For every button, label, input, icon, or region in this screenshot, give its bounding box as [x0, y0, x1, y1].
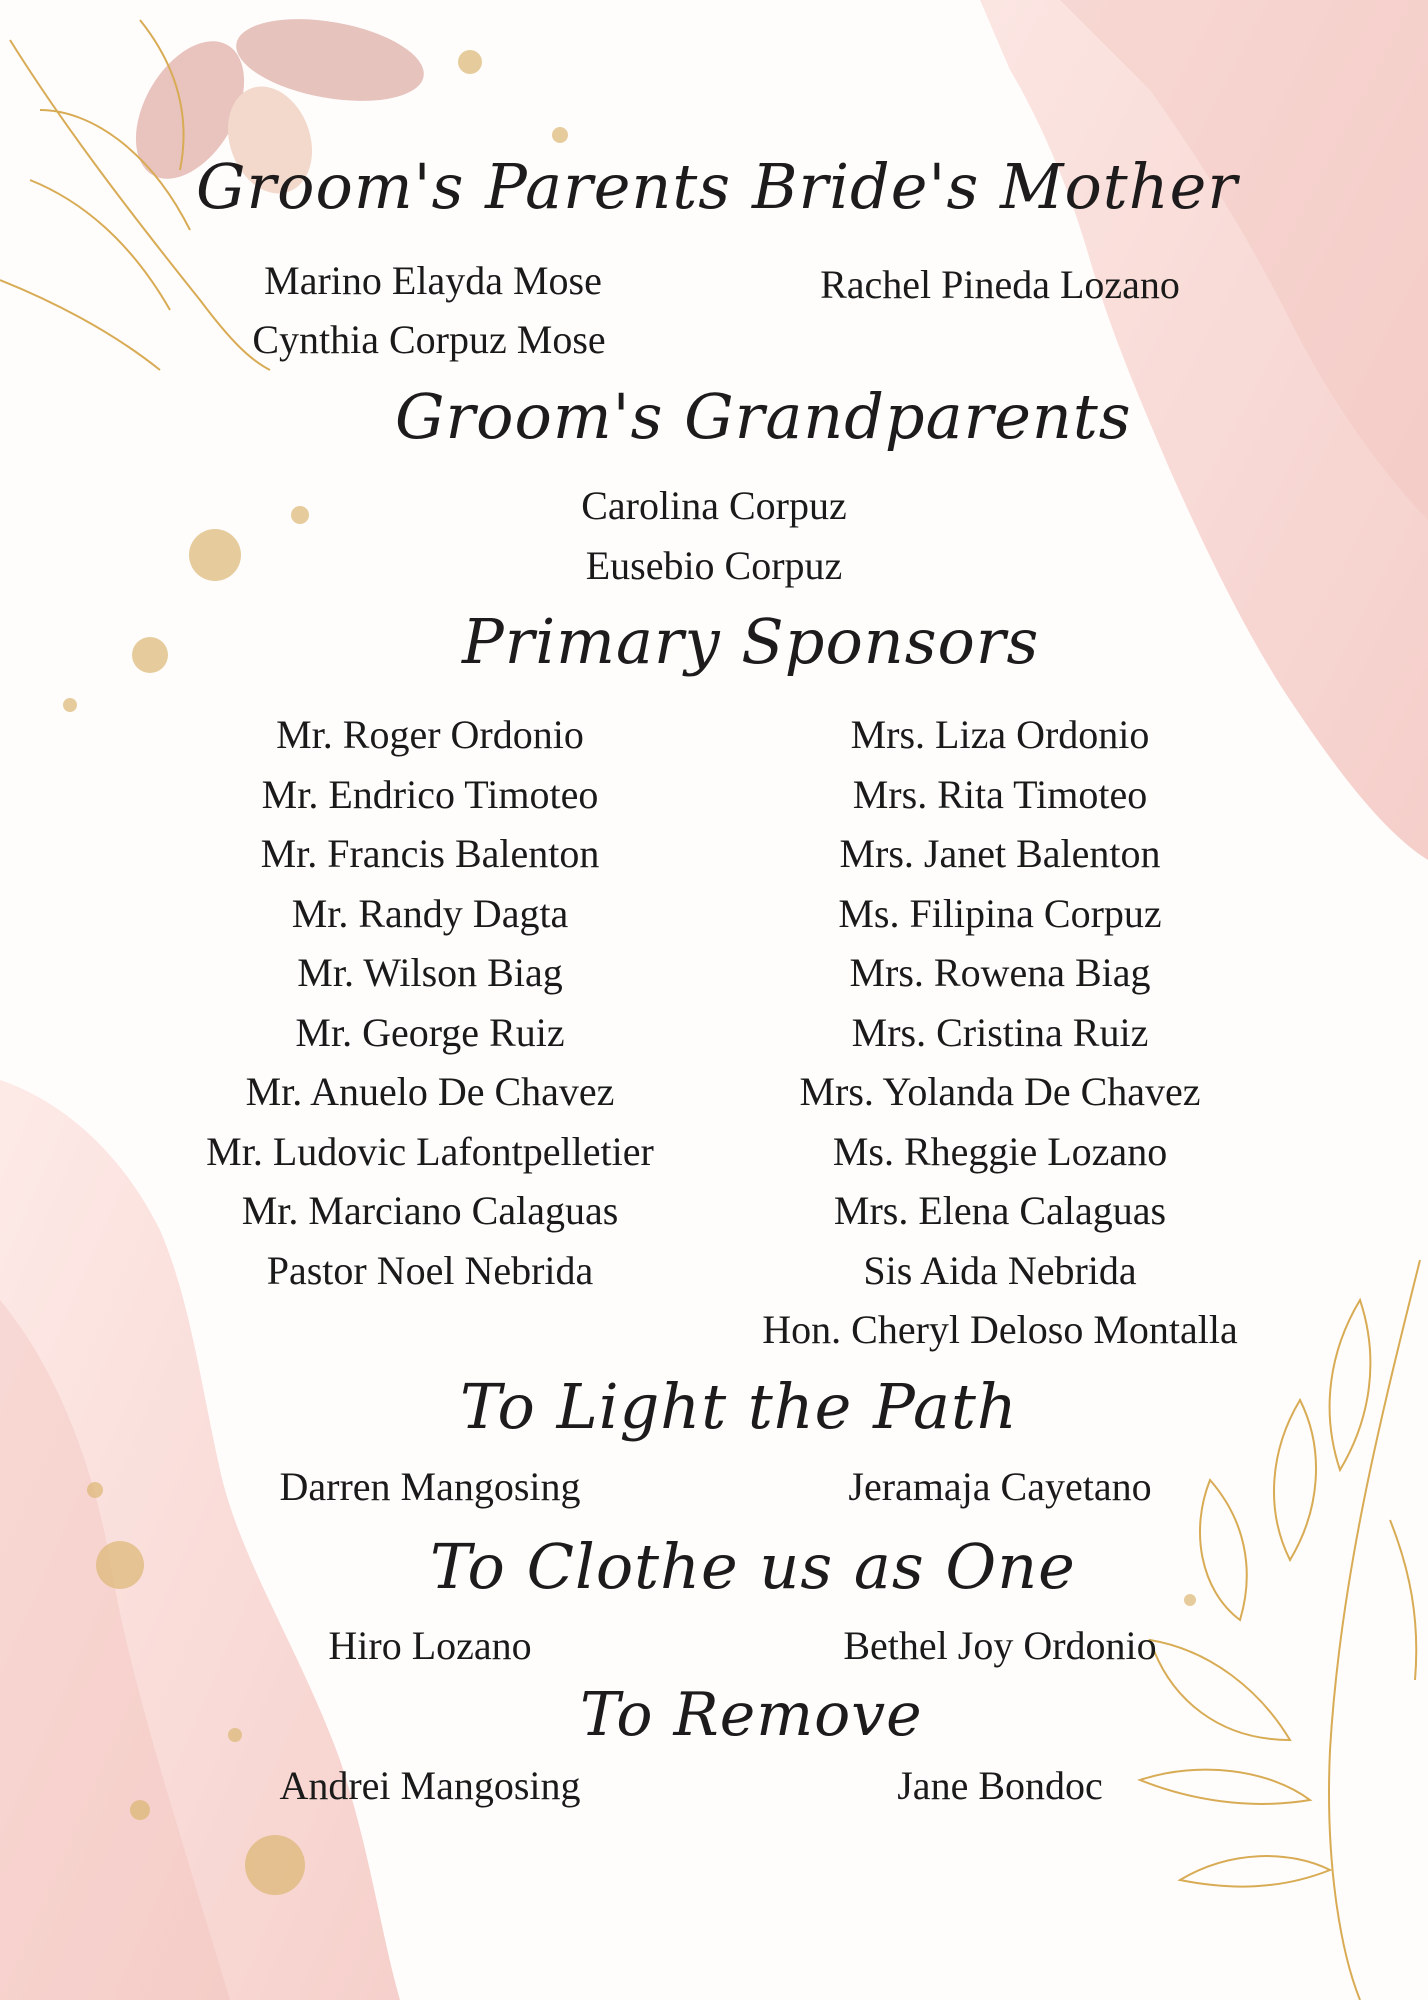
sponsor-name: Hon. Cheryl Deloso Montalla [762, 1307, 1238, 1352]
bride-mother-name: Rachel Pineda Lozano [820, 262, 1180, 307]
veil-sponsor-name: Jane Bondoc [897, 1763, 1103, 1808]
sponsor-name: Mrs. Janet Balenton [839, 831, 1161, 876]
veil-sponsor-name: Andrei Mangosing [279, 1763, 581, 1808]
sponsor-name: Mr. Roger Ordonio [276, 712, 584, 757]
heading-grooms-grandparents: Groom's Grandparents [395, 380, 1132, 453]
primary-sponsors-left-column [170, 705, 690, 1300]
groom-father-name: Marino Elayda Mose [264, 258, 602, 303]
grandparent-name: Eusebio Corpuz [585, 543, 843, 588]
primary-sponsors-right-column [720, 705, 1280, 1360]
heading-to-clothe-us-as-one: To Clothe us as One [430, 1530, 1076, 1603]
sponsor-name: Mr. Endrico Timoteo [261, 771, 599, 817]
grandparent-name: Carolina Corpuz [581, 483, 847, 528]
sponsor-name: Mrs. Yolanda De Chavez [799, 1069, 1201, 1114]
sponsor-name: Mr. Ludovic Lafontpelletier [206, 1128, 654, 1174]
sponsor-name: Mr. Wilson Biag [297, 950, 563, 995]
cord-sponsor-name: Bethel Joy Ordonio [843, 1623, 1157, 1668]
heading-grooms-parents: Groom's Parents [196, 150, 732, 223]
sponsor-name: Mrs. Elena Calaguas [833, 1188, 1167, 1233]
heading-to-light-the-path: To Light the Path [460, 1370, 1018, 1443]
sponsor-name: Mrs. Cristina Ruiz [851, 1009, 1149, 1055]
sponsor-name: Mrs. Rowena Biag [849, 950, 1151, 995]
sponsor-name: Mrs. Rita Timoteo [852, 771, 1148, 817]
sponsor-name: Pastor Noel Nebrida [266, 1247, 594, 1293]
sponsor-name: Mr. Francis Balenton [260, 831, 600, 876]
sponsor-name: Mr. George Ruiz [295, 1009, 565, 1055]
heading-primary-sponsors: Primary Sponsors [462, 605, 1040, 678]
candle-sponsor-name: Jeramaja Cayetano [848, 1464, 1152, 1509]
sponsor-name: Mrs. Liza Ordonio [850, 712, 1150, 757]
candle-sponsor-name: Darren Mangosing [279, 1464, 581, 1509]
heading-brides-mother: Bride's Mother [752, 150, 1238, 223]
sponsor-name: Mr. Marciano Calaguas [241, 1188, 619, 1233]
heading-to-remove: To Remove [580, 1680, 923, 1750]
sponsor-name: Sis Aida Nebrida [863, 1247, 1137, 1293]
sponsor-name: Mr. Anuelo De Chavez [245, 1069, 615, 1114]
sponsor-name: Ms. Rheggie Lozano [832, 1128, 1168, 1174]
sponsor-name: Ms. Filipina Corpuz [838, 890, 1162, 936]
cord-sponsor-name: Hiro Lozano [328, 1623, 532, 1668]
gold-leaf-decor-bottom-right [1140, 1260, 1420, 2000]
groom-mother-name: Cynthia Corpuz Mose [252, 317, 606, 362]
sponsor-name: Mr. Randy Dagta [291, 890, 569, 936]
